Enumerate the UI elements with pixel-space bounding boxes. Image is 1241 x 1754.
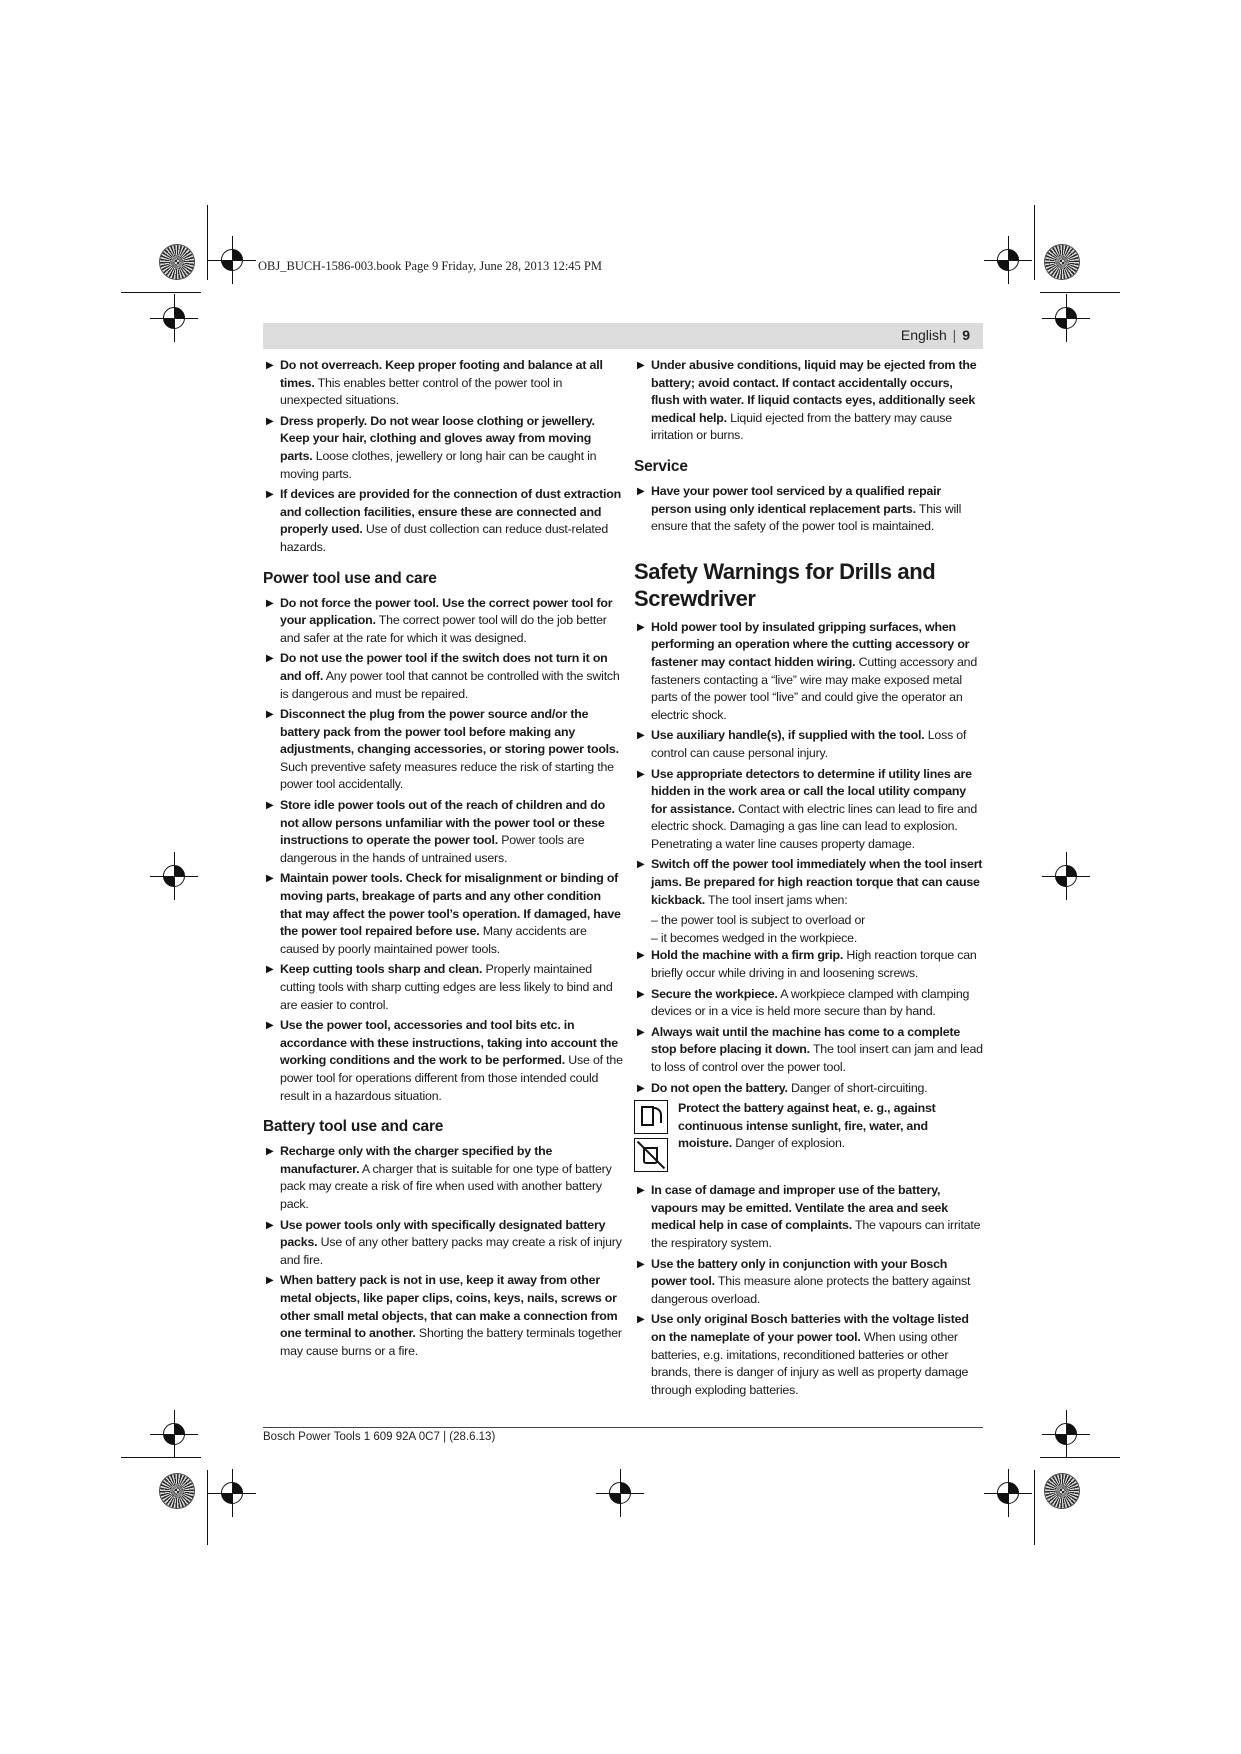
crop-line [1040, 1457, 1120, 1458]
warning-item [263, 961, 623, 1014]
sub-list-item: – the power tool is subject to overload or [651, 913, 866, 928]
crop-line [1034, 205, 1035, 280]
right-column [634, 357, 984, 1402]
warning-explanation: This enables better control of the power tool in unexpected situations. [280, 375, 563, 408]
bullet-arrow-icon: ▶ [266, 415, 274, 427]
warning-emphasis: In case of damage and improper use of the battery, vapours may be emitted. Ventilate the area and seek medical help in case of complaints. [651, 1183, 948, 1233]
color-star-target-icon [1045, 1474, 1079, 1508]
registration-mark-icon [609, 1482, 631, 1504]
registration-mark-icon [221, 249, 243, 271]
warning-emphasis: Do not open the battery. [651, 1080, 788, 1095]
bullet-arrow-icon: ▶ [637, 988, 645, 1000]
warning-emphasis: Protect the battery against heat, e. g., against continuous intense sunlight, fire, water, and moisture. [678, 1101, 936, 1151]
warning-emphasis: Always wait until the machine has come to a complete stop before placing it down. [651, 1024, 961, 1057]
page-number: 9 [962, 327, 970, 343]
warning-emphasis: Hold the machine with a firm grip. [651, 948, 844, 963]
warning-explanation: Loose clothes, jewellery or long hair can be caught in moving parts. [280, 448, 597, 481]
crop-line [207, 205, 208, 280]
bullet-arrow-icon: ▶ [266, 964, 274, 976]
warning-emphasis: Use auxiliary handle(s), if supplied with the tool. [651, 728, 925, 743]
registration-mark-icon [997, 1482, 1019, 1504]
warning-explanation: Properly maintained cutting tools with sharp cutting edges are less likely to bind and are easier to control. [280, 962, 613, 1012]
section-heading: Service [634, 457, 688, 475]
warning-explanation: This will ensure that the safety of the power tool is maintained. [651, 501, 962, 534]
warning-explanation: Use of dust collection can reduce dust-related hazards. [280, 522, 609, 554]
bullet-arrow-icon: ▶ [266, 1146, 274, 1158]
bullet-arrow-icon: ▶ [637, 768, 645, 780]
warning-emphasis: Store idle power tools out of the reach of children and do not allow persons unfamiliar with the power tool or these instructions to operate the power tool. [280, 798, 606, 848]
warning-emphasis: Use only original Bosch batteries with the voltage listed on the nameplate of your power tool. [651, 1312, 969, 1344]
warning-explanation: Power tools are dangerous in the hands of untrained users. [280, 833, 585, 865]
header-label [901, 327, 970, 343]
warning-emphasis: Switch off the power tool immediately when the tool insert jams. Be prepared for high reaction torque that can cause kickback. [651, 857, 983, 907]
warning-emphasis: Maintain power tools. Check for misalignment or binding of moving parts, breakage of parts and any other condition that may affect the power tool’s operation. If damaged, have the power tool repaired before use. [280, 871, 621, 939]
warning-explanation: Many accidents are caused by poorly maintained power tools. [280, 924, 587, 956]
crop-line [207, 1470, 208, 1545]
warning-explanation: Cutting accessory and fasteners contacting a “live” wire may make exposed metal parts of the power tool “live” and could give the operator an electric shock. [651, 654, 978, 722]
warning-explanation: Danger of short-circuiting. [787, 1080, 928, 1095]
warning-emphasis: Under abusive conditions, liquid may be ejected from the battery; avoid contact. If contact accidentally occurs, flush with water. If liquid contacts eyes, additionally seek medical help. [651, 358, 977, 425]
warning-explanation: The vapours can irritate the respiratory system. [651, 1218, 981, 1250]
warning-explanation: Such preventive safety measures reduce the risk of starting the power tool accidentally. [280, 759, 614, 792]
running-header [263, 323, 983, 349]
warning-item [634, 483, 984, 536]
warning-item [263, 650, 623, 703]
warning-explanation: Any power tool that cannot be controlled with the switch is dangerous and must be repaired. [280, 668, 620, 701]
section-heading: Battery tool use and care [263, 1118, 444, 1136]
warning-emphasis: When battery pack is not in use, keep it away from other metal objects, like paper clips, coins, keys, nails, screws or other small metal objects, that can make a connection from one terminal to another. [280, 1273, 618, 1341]
bullet-arrow-icon: ▶ [266, 360, 274, 371]
color-star-target-icon [160, 245, 194, 279]
warning-item [263, 413, 623, 483]
registration-mark-icon [221, 1482, 243, 1504]
pictogram-warning-item [634, 1100, 984, 1172]
warning-explanation: Contact with electric lines can lead to fire and electric shock. Damaging a gas line can lead to explosion. Penetrating a water line causes property damage. [651, 801, 978, 851]
warning-item [634, 1256, 984, 1309]
bullet-arrow-icon: ▶ [637, 1082, 645, 1094]
registration-mark-icon [163, 1423, 185, 1445]
warning-explanation: This measure alone protects the battery against dangerous overload. [651, 1274, 971, 1306]
pictogram-warning-text [678, 1100, 984, 1172]
crop-line [1034, 1470, 1035, 1545]
left-column [263, 357, 623, 1363]
warning-item [263, 797, 623, 867]
bullet-arrow-icon: ▶ [637, 950, 645, 962]
warning-item [263, 595, 623, 648]
crop-line [121, 292, 201, 293]
warning-explanation: Use of the power tool for operations different from those intended could result in a hazardous situation. [280, 1053, 623, 1103]
bullet-arrow-icon: ▶ [637, 1026, 645, 1038]
bullet-arrow-icon: ▶ [266, 653, 274, 665]
crop-line [1040, 292, 1120, 293]
warning-item [263, 1143, 623, 1213]
warning-explanation: A workpiece clamped with clamping devices or in a vice is held more secure than by hand. [651, 986, 970, 1019]
warning-emphasis: Do not overreach. Keep proper footing and balance at all times. [280, 358, 603, 390]
warning-emphasis: Hold power tool by insulated gripping surfaces, when performing an operation where the cutting accessory or fastener may contact hidden wiring. [651, 619, 970, 669]
bullet-arrow-icon: ▶ [266, 709, 274, 721]
crop-line [121, 1457, 201, 1458]
bullet-arrow-icon: ▶ [637, 485, 645, 497]
bullet-arrow-icon: ▶ [266, 1275, 274, 1287]
color-star-target-icon [160, 1474, 194, 1508]
registration-mark-icon [1055, 1423, 1077, 1445]
bullet-arrow-icon: ▶ [266, 1020, 274, 1032]
bullet-arrow-icon: ▶ [266, 489, 274, 501]
warning-emphasis: If devices are provided for the connection of dust extraction and collection facilities, ensure these are connected and properly used. [280, 487, 621, 537]
warning-item [263, 706, 623, 794]
warning-item [634, 1024, 984, 1077]
warning-item [263, 486, 623, 556]
warning-explanation: Loss of control can cause personal injury. [651, 728, 967, 760]
bullet-arrow-icon: ▶ [637, 859, 645, 871]
warning-emphasis: Secure the workpiece. [651, 986, 778, 1001]
warning-explanation: High reaction torque can briefly occur while driving in and loosening screws. [651, 948, 977, 981]
warning-item [634, 947, 984, 982]
warning-item [263, 1272, 623, 1360]
warning-explanation: When using other batteries, e.g. imitations, reconditioned batteries or other brands, there is danger of injury as well as property damage through exploding batteries. [651, 1329, 969, 1397]
warning-item [263, 1217, 623, 1270]
warning-item [634, 619, 984, 725]
warning-emphasis: Use the power tool, accessories and tool bits etc. in accordance with these instructions, taking into account the working conditions and the work to be performed. [280, 1018, 618, 1068]
bullet-arrow-icon: ▶ [637, 621, 645, 633]
warning-item [634, 1080, 984, 1098]
bullet-arrow-icon: ▶ [637, 730, 645, 742]
warning-item [634, 856, 984, 909]
warning-emphasis: Use appropriate detectors to determine if utility lines are hidden in the work area or call the local utility company for assistance. [651, 766, 972, 816]
section-heading: Power tool use and care [263, 569, 437, 587]
warning-item [634, 727, 984, 762]
warning-emphasis: Disconnect the plug from the power source and/or the battery pack from the power tool before making any adjustments, changing accessories, or storing power tools. [280, 707, 619, 757]
color-star-target-icon [1045, 245, 1079, 279]
footer-text: Bosch Power Tools 1 609 92A 0C7 | (28.6.13) [263, 1431, 496, 1443]
footer-rule [263, 1427, 983, 1428]
bullet-arrow-icon: ▶ [266, 1219, 274, 1231]
no-trash-disposal-icon [634, 1138, 668, 1172]
warning-emphasis: Keep cutting tools sharp and clean. [280, 962, 483, 977]
registration-mark-icon [997, 249, 1019, 271]
bullet-arrow-icon: ▶ [637, 1258, 645, 1270]
registration-mark-icon [1055, 307, 1077, 329]
registration-mark-icon [163, 307, 185, 329]
battery-heat-warning-icon [634, 1100, 668, 1134]
major-heading: Safety Warnings for Drills and Screwdriver [634, 558, 936, 611]
header-language: English [900, 327, 947, 343]
warning-item [634, 766, 984, 854]
warning-emphasis: Have your power tool serviced by a qualified repair person using only identical replacement parts. [651, 483, 942, 516]
warning-emphasis: Do not force the power tool. Use the correct power tool for your application. [280, 595, 613, 628]
registration-mark-icon [163, 865, 185, 887]
warning-explanation: The correct power tool will do the job better and safer at the rate for which it was designed. [280, 613, 607, 645]
warning-explanation: Shorting the battery terminals together may cause burns or a fire. [280, 1326, 622, 1358]
bullet-arrow-icon: ▶ [637, 1185, 645, 1197]
sub-list-item: – it becomes wedged in the workpiece. [651, 930, 858, 945]
warning-item [634, 357, 984, 445]
warning-item [263, 1017, 623, 1105]
warning-explanation: Use of any other battery packs may create a risk of injury and fire. [280, 1235, 622, 1267]
warning-emphasis: Recharge only with the charger specified by the manufacturer. [280, 1144, 553, 1176]
print-slug: OBJ_BUCH-1586-003.book Page 9 Friday, June 28, 2013 12:45 PM [258, 259, 602, 273]
warning-item [263, 870, 623, 958]
warning-emphasis: Use the battery only in conjunction with your Bosch power tool. [651, 1256, 948, 1289]
pictogram-stack [634, 1100, 668, 1172]
warning-explanation: Danger of explosion. [731, 1136, 845, 1151]
warning-explanation: A charger that is suitable for one type of battery pack may create a risk of fire when used with another battery pack. [280, 1161, 612, 1211]
bullet-arrow-icon: ▶ [637, 1314, 645, 1326]
bullet-arrow-icon: ▶ [266, 873, 274, 885]
warning-explanation: The tool insert can jam and lead to loss of control over the power tool. [651, 1042, 983, 1074]
bullet-arrow-icon: ▶ [266, 800, 274, 812]
warning-item [263, 357, 623, 410]
warning-emphasis: Do not use the power tool if the switch does not turn it on and off. [280, 651, 608, 683]
bullet-arrow-icon: ▶ [266, 597, 274, 609]
warning-explanation: Liquid ejected from the battery may cause irritation or burns. [651, 410, 952, 443]
header-separator: | [952, 327, 957, 343]
warning-item [634, 986, 984, 1021]
registration-mark-icon [1055, 865, 1077, 887]
warning-explanation: The tool insert jams when: [705, 892, 848, 907]
warning-emphasis: Dress properly. Do not wear loose clothing or jewellery. Keep your hair, clothing and gloves away from moving parts. [280, 413, 595, 463]
warning-item [634, 1182, 984, 1252]
bullet-arrow-icon: ▶ [637, 360, 645, 371]
warning-emphasis: Use power tools only with specifically designated battery packs. [280, 1217, 606, 1250]
warning-item [634, 1311, 984, 1399]
